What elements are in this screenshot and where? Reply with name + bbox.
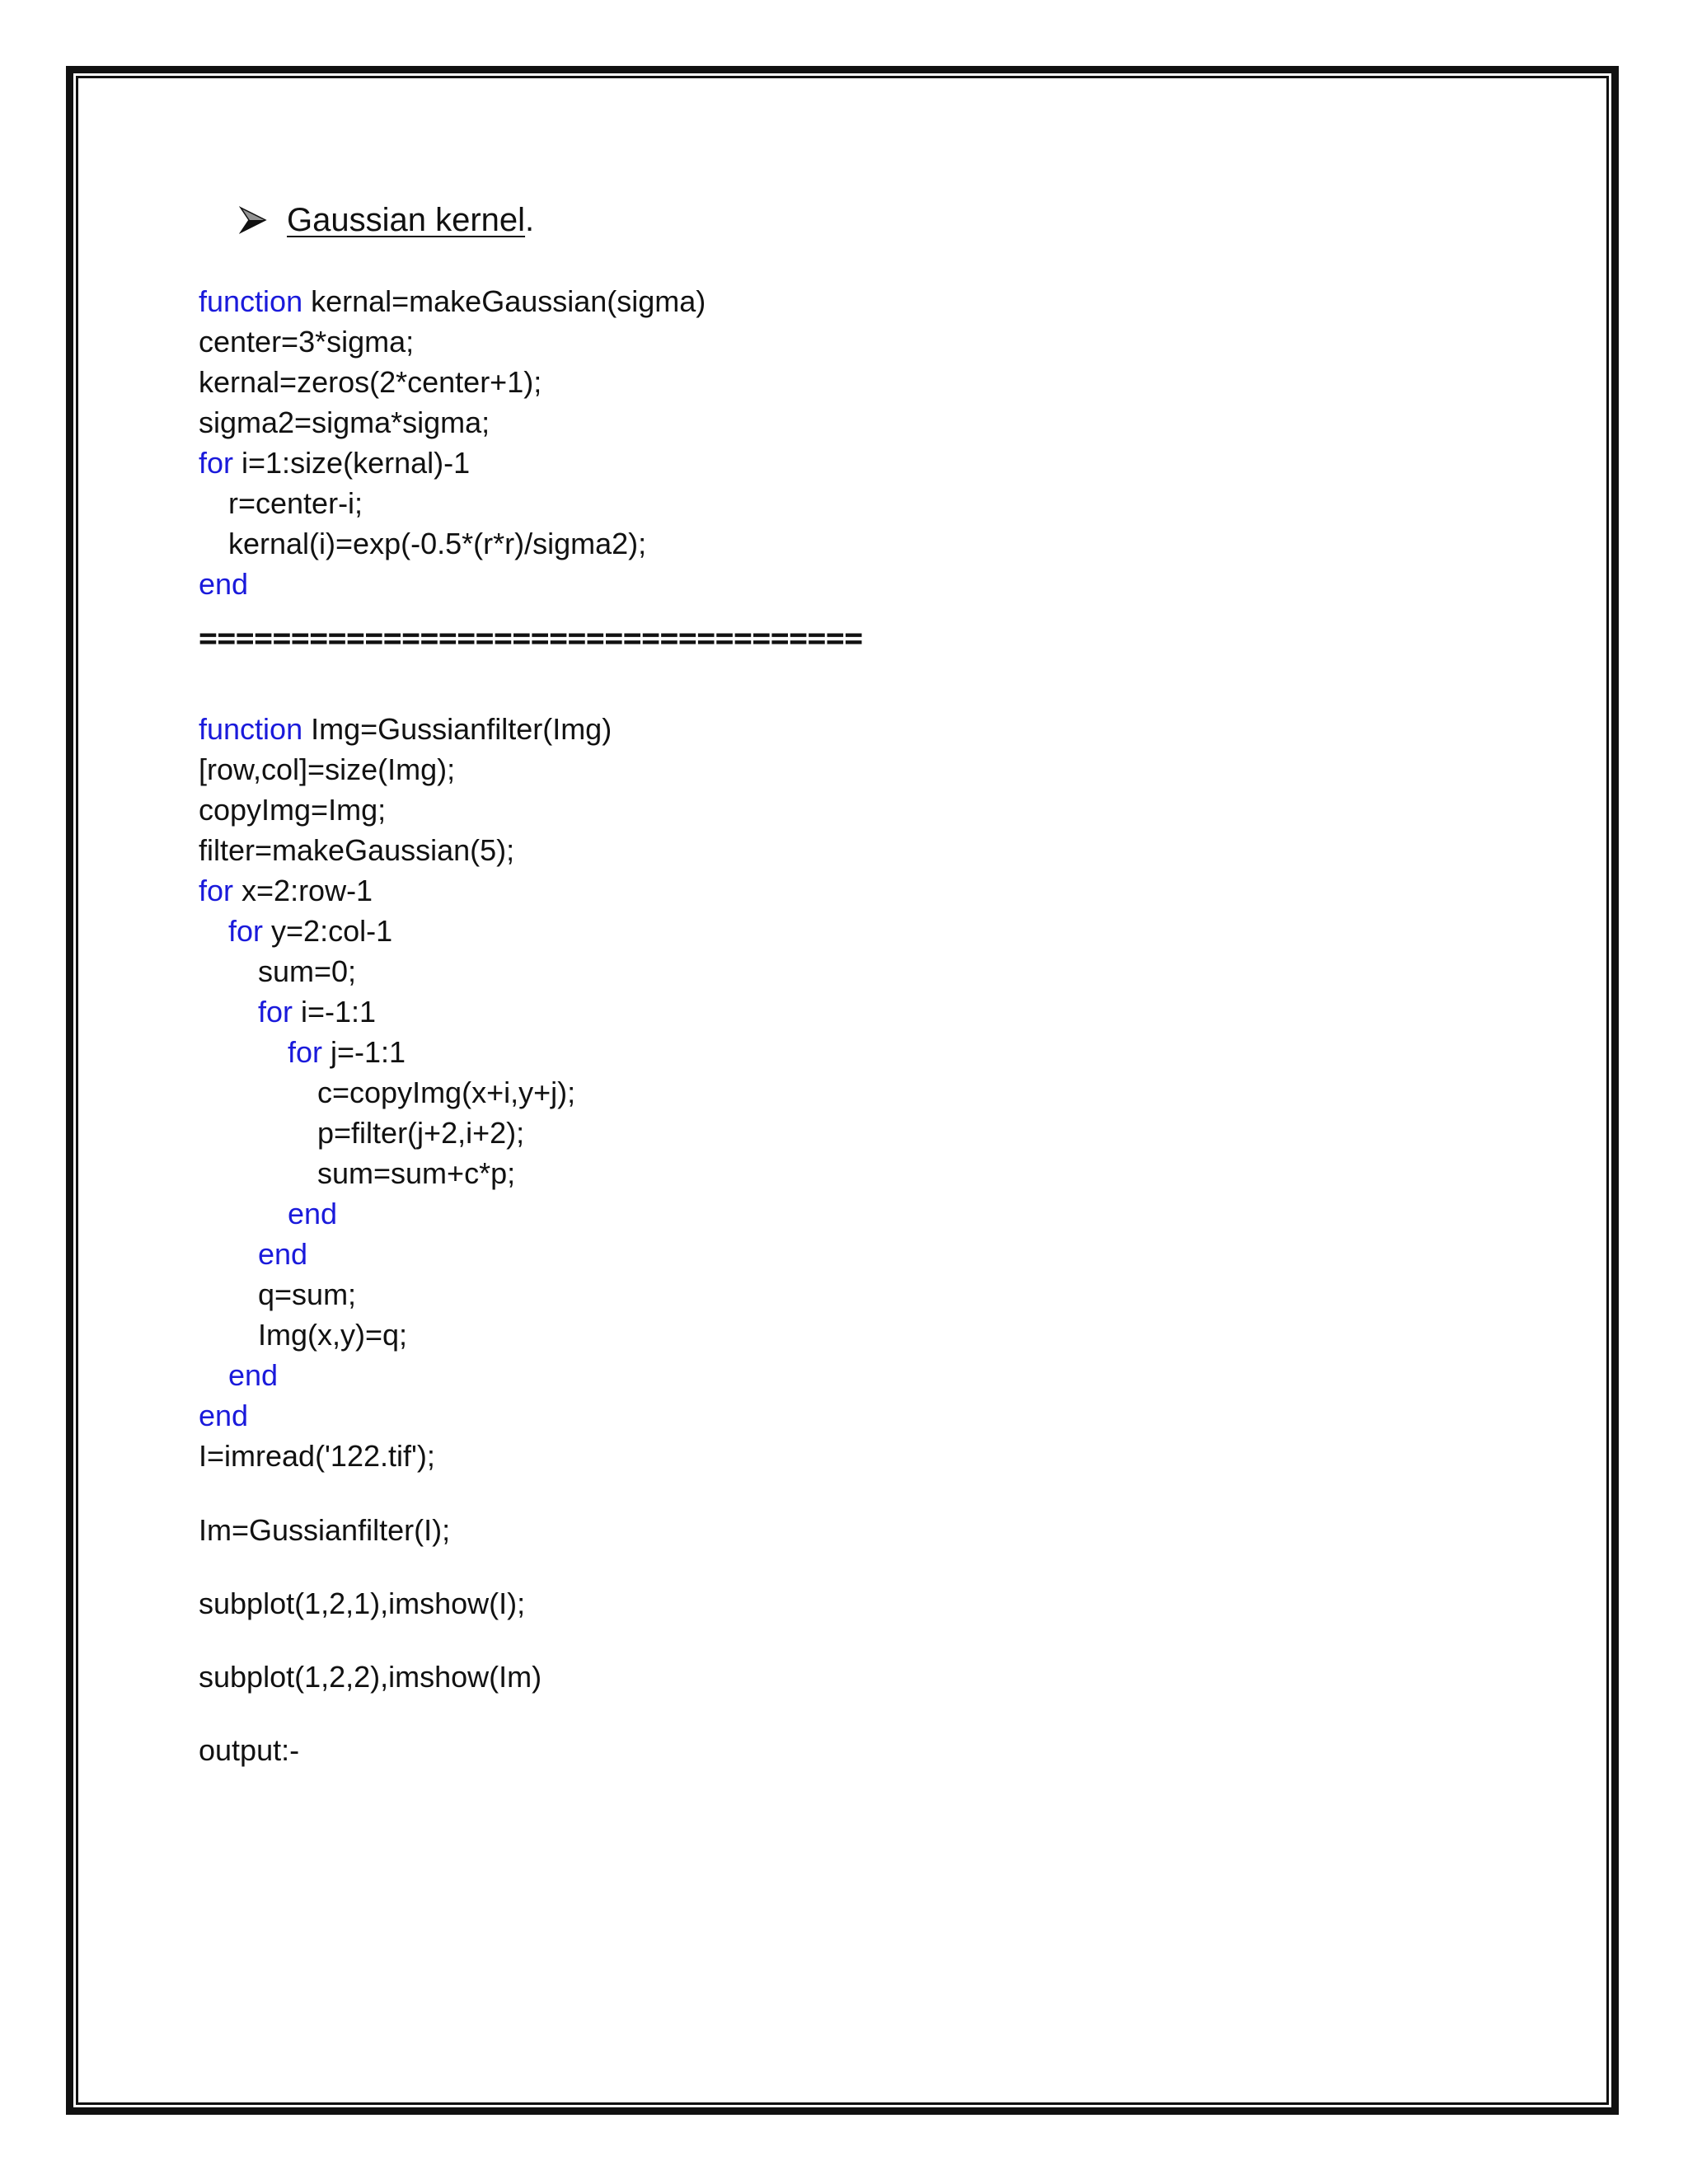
code-line [199,790,612,830]
code-text: copyImg=Img; [199,793,387,827]
code-text: I=imread('122.tif'); [199,1439,435,1473]
code-keyword: for [288,1035,323,1069]
code-text: x=2:row-1 [233,874,373,907]
code-line [199,1072,612,1113]
output-label: output:- [199,1733,300,1767]
code-line [199,709,612,749]
code-line-call-filter: Im=Gussianfilter(I); [199,1513,451,1547]
code-text: j=-1:1 [322,1035,406,1069]
code-text: kernal=zeros(2*center+1); [199,365,542,399]
code-line [199,1234,612,1274]
code-line [199,321,706,362]
code-line [199,483,706,523]
code-text: r=center-i; [228,486,363,520]
code-text: i=-1:1 [293,995,377,1029]
code-text: filter=makeGaussian(5); [199,833,515,867]
code-text: sum=sum+c*p; [317,1156,516,1190]
code-line [199,523,706,564]
code-text: Img(x,y)=q; [258,1318,408,1352]
section-heading [239,199,534,241]
code-keyword: end [288,1197,338,1230]
code-line [199,830,612,870]
code-keyword: for [258,995,293,1029]
arrowhead-bullet-icon [239,206,267,234]
code-block-gussian-filter [199,709,612,1476]
code-line [199,749,612,790]
code-line [199,870,612,911]
code-text: p=filter(j+2,i+2); [317,1116,525,1150]
heading-suffix: . [525,201,535,238]
code-block-make-gaussian [199,281,706,604]
code-text: kernal(i)=exp(-0.5*(r*r)/sigma2); [228,527,647,560]
code-text: sum=0; [258,954,357,988]
code-line [199,402,706,443]
code-line [199,362,706,402]
code-text: kernal=makeGaussian(sigma) [302,284,706,318]
code-line [199,1032,612,1072]
code-keyword: end [228,1358,279,1392]
heading-text: Gaussian kernel [287,201,526,238]
code-keyword: end [199,567,249,601]
code-line [199,1436,612,1476]
code-text: [row,col]=size(Img); [199,752,456,786]
code-line [199,1193,612,1234]
code-keyword: for [228,914,264,948]
code-line [199,1153,612,1193]
code-keyword: function [199,284,303,318]
code-text: q=sum; [258,1277,357,1311]
code-keyword: end [199,1399,249,1432]
code-line [199,1274,612,1315]
code-text: Img=Gussianfilter(Img) [302,712,612,746]
code-line [199,1355,612,1395]
code-line [199,911,612,951]
code-line [199,1315,612,1355]
code-line [199,951,612,991]
code-line [199,1395,612,1436]
code-text: i=1:size(kernal)-1 [233,446,471,480]
code-line [199,564,706,604]
code-keyword: for [199,874,234,907]
separator-line: ==================================== [199,620,863,656]
code-text: y=2:col-1 [263,914,393,948]
code-keyword: function [199,712,303,746]
code-line-subplot-1: subplot(1,2,1),imshow(I); [199,1586,526,1620]
code-keyword: end [258,1237,308,1271]
code-line [199,1113,612,1153]
code-text: c=copyImg(x+i,y+j); [317,1076,576,1109]
code-keyword: for [199,446,234,480]
code-line [199,281,706,321]
code-line [199,443,706,483]
code-text: center=3*sigma; [199,325,415,359]
code-text: sigma2=sigma*sigma; [199,405,490,439]
code-line [199,991,612,1032]
code-line-subplot-2: subplot(1,2,2),imshow(Im) [199,1660,542,1694]
